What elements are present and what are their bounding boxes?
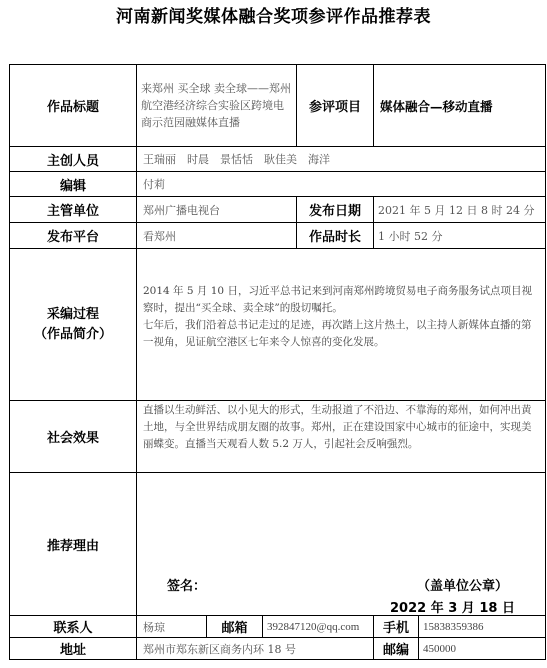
process-label-line1: 采编过程: [46, 306, 99, 322]
publish-date-label: 发布日期: [297, 197, 374, 223]
reason-label: 推荐理由: [10, 473, 137, 616]
recommendation-form: [9, 64, 546, 660]
address-value: 郑州市郑东新区商务内环 18 号: [137, 638, 374, 660]
address-label: 地址: [10, 638, 137, 660]
email-value: 392847120@qq.com: [263, 616, 374, 638]
editor-label: 编辑: [10, 172, 137, 197]
entry-item-value: 媒体融合—移动直播: [374, 65, 546, 147]
process-value: [137, 249, 546, 401]
contact-value: 杨琼: [137, 616, 207, 638]
publish-date-value: 2021 年 5 月 12 日 8 时 24 分: [374, 197, 546, 223]
platform-value: 看郑州: [137, 223, 297, 249]
email-label: 邮箱: [207, 616, 263, 638]
supervisor-value: 郑州广播电视台: [137, 197, 297, 223]
page-title: 河南新闻奖媒体融合奖项参评作品推荐表: [116, 7, 431, 27]
postcode-label: 邮编: [374, 638, 419, 660]
stamp-label: （盖单位公章）: [417, 579, 509, 594]
entry-item-label: 参评项目: [297, 65, 374, 147]
main-creators-value: 王瑞丽 时晨 景恬恬 耿佳美 海洋: [137, 147, 546, 172]
phone-label: 手机: [374, 616, 419, 638]
signature-label: 签名：: [167, 579, 207, 594]
editor-value: 付莉: [137, 172, 546, 197]
social-effect-label: 社会效果: [10, 401, 137, 473]
phone-value: 15838359386: [419, 616, 546, 638]
process-paragraph-2: 七年后，我们沿着总书记走过的足迹，再次踏上这片热土，以主持人新媒体直播的第一视角，见证航空港区七年来令人惊喜的变化发展。: [143, 319, 532, 348]
process-paragraph-1: 2014 年 5 月 10 日，习近平总书记来到河南郑州跨境贸易电子商务服务试点项目视察时，提出“买全球、卖全球”的殷切嘱托。: [143, 285, 532, 314]
contact-label: 联系人: [10, 616, 137, 638]
supervisor-label: 主管单位: [10, 197, 137, 223]
duration-label: 作品时长: [297, 223, 374, 249]
sign-date: 2022 年 3 月 18 日: [390, 601, 515, 616]
process-label-line2: （作品简介）: [33, 326, 112, 342]
reason-value: [137, 473, 546, 616]
work-title-label: 作品标题: [10, 65, 137, 147]
main-creators-label: 主创人员: [10, 147, 137, 172]
social-effect-value: 直播以生动鲜活、以小见大的形式，生动报道了不沿边、不靠海的郑州，如何冲出黄土地，与全世界结成朋友圈的故事。郑州，正在建设国家中心城市的征途中，实现美丽蝶变。直播当天观看人数 5.2 万人，引起社会反响强烈。: [137, 401, 546, 473]
process-label: [10, 249, 137, 401]
work-title-value: 来郑州 买全球 卖全球——郑州航空港经济综合实验区跨境电商示范园融媒体直播: [137, 65, 297, 147]
duration-value: 1 小时 52 分: [374, 223, 546, 249]
postcode-value: 450000: [419, 638, 546, 660]
platform-label: 发布平台: [10, 223, 137, 249]
